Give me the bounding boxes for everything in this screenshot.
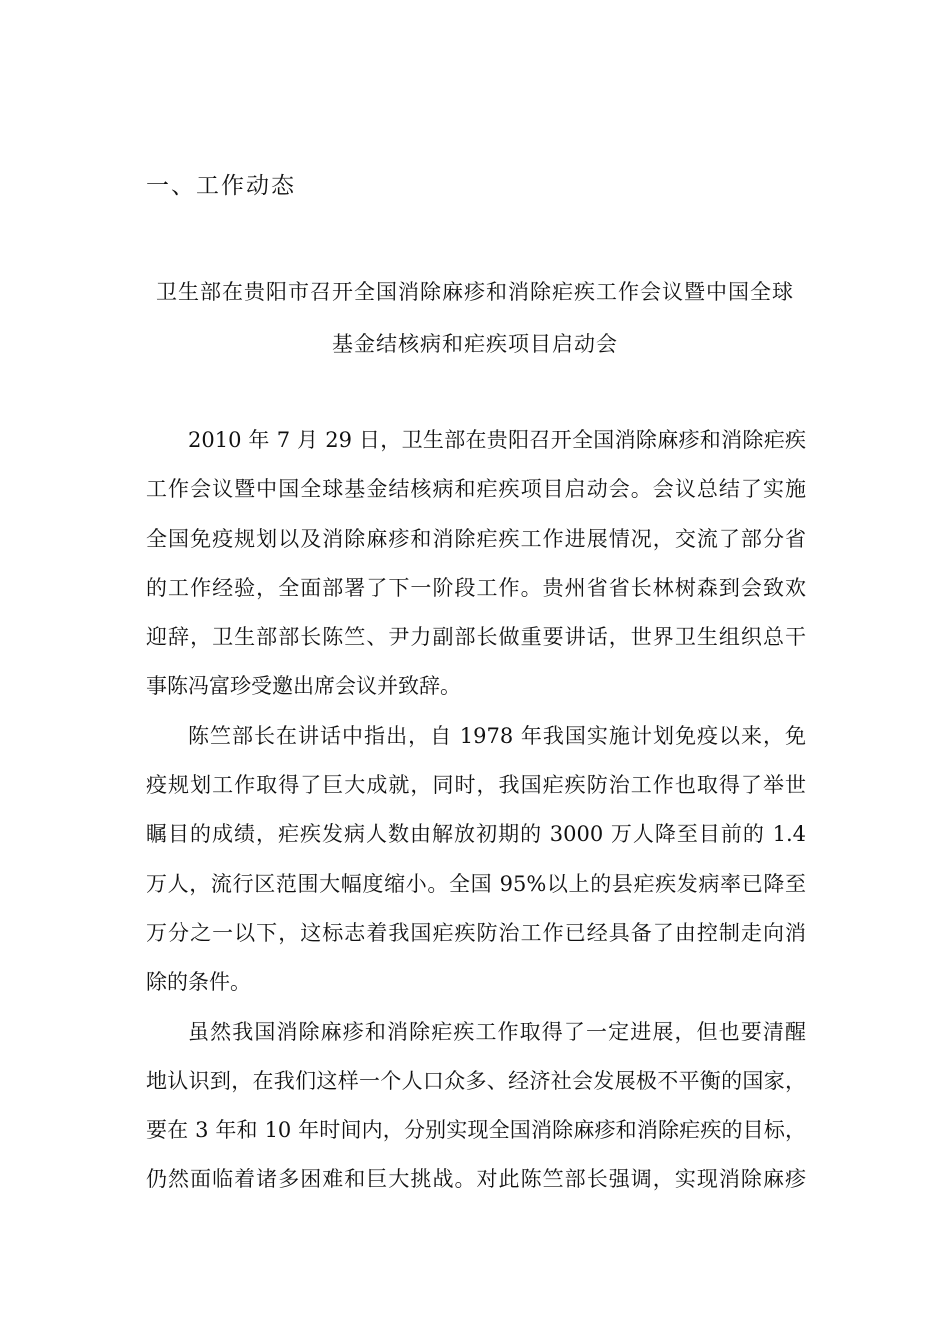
paragraph-line: 全国免疫规划以及消除麻疹和消除疟疾工作进展情况，交流了部分省 — [146, 526, 806, 551]
paragraph-1 — [146, 416, 806, 712]
article-title-line: 基金结核病和疟疾项目启动会 — [332, 332, 618, 356]
paragraph-3 — [146, 1008, 806, 1205]
paragraph-line: 陈竺部长在讲话中指出，自 1978 年我国实施计划免疫以来，免 — [188, 723, 806, 748]
paragraph-line: 地认识到，在我们这样一个人口众多、经济社会发展极不平衡的国家， — [146, 1068, 806, 1093]
paragraph-line: 2010 年 7 月 29 日，卫生部在贵阳召开全国消除麻疹和消除疟疾 — [188, 428, 806, 452]
article-title-line: 卫生部在贵阳市召开全国消除麻疹和消除疟疾工作会议暨中国全球 — [156, 280, 794, 304]
paragraph-line: 万分之一以下，这标志着我国疟疾防治工作已经具备了由控制走向消 — [146, 920, 806, 945]
paragraph-line: 仍然面临着诸多困难和巨大挑战。对此陈竺部长强调，实现消除麻疹 — [146, 1167, 806, 1192]
article-title — [140, 266, 810, 370]
paragraph-line: 事陈冯富珍受邀出席会议并致辞。 — [146, 674, 461, 699]
paragraph-line: 除的条件。 — [146, 970, 251, 995]
paragraph-line: 虽然我国消除麻疹和消除疟疾工作取得了一定进展，但也要清醒 — [188, 1019, 806, 1044]
paragraph-line: 的工作经验，全面部署了下一阶段工作。贵州省省长林树森到会致欢 — [146, 575, 806, 600]
paragraph-line: 疫规划工作取得了巨大成就，同时，我国疟疾防治工作也取得了举世 — [146, 773, 806, 798]
paragraph-line: 要在 3 年和 10 年时间内，分别实现全国消除麻疹和消除疟疾的目标， — [146, 1118, 806, 1143]
paragraph-line: 万人，流行区范围大幅度缩小。全国 95%以上的县疟疾发病率已降至 — [146, 871, 806, 896]
paragraph-line: 迎辞，卫生部部长陈竺、尹力副部长做重要讲话，世界卫生组织总干 — [146, 625, 806, 650]
article-body — [146, 416, 806, 1205]
section-heading: 一、工作动态 — [146, 173, 296, 199]
paragraph-2 — [146, 712, 806, 1008]
paragraph-line: 工作会议暨中国全球基金结核病和疟疾项目启动会。会议总结了实施 — [146, 477, 806, 502]
paragraph-line: 瞩目的成绩，疟疾发病人数由解放初期的 3000 万人降至目前的 1.4 — [146, 822, 806, 847]
